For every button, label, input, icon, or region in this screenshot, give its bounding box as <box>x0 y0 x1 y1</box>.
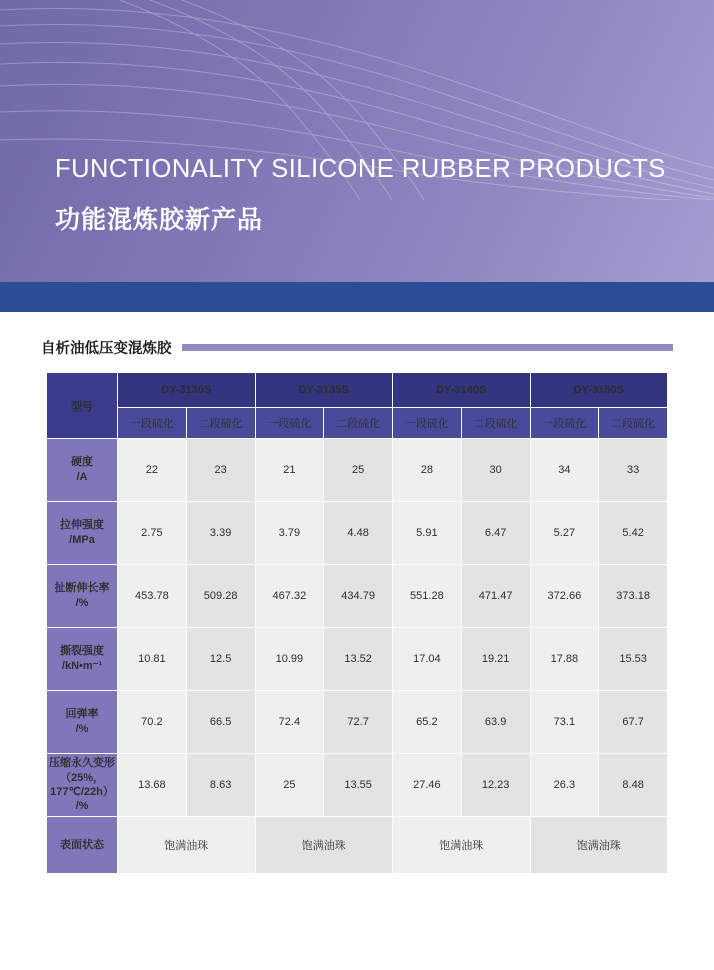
table-header-row-products <box>47 373 668 408</box>
header-product-3: DY-3150S <box>530 373 668 408</box>
cell-3-7: 15.53 <box>599 628 668 691</box>
table-header-row-stages <box>47 408 668 439</box>
table-row-surface-state <box>47 817 668 874</box>
header-stage-2-0: 一段硫化 <box>393 408 462 439</box>
section-heading-text: 自析油低压变混炼胶 <box>41 341 172 357</box>
cell-0-7: 33 <box>599 439 668 502</box>
cell-2-7: 373.18 <box>599 565 668 628</box>
cell-3-4: 17.04 <box>393 628 462 691</box>
hero-title-english: FUNCTIONALITY SILICONE RUBBER PRODUCTS <box>55 155 666 183</box>
cell-2-1: 509.28 <box>186 565 255 628</box>
cell-2-0: 453.78 <box>118 565 187 628</box>
cell-5-1: 8.63 <box>186 754 255 817</box>
cell-4-4: 65.2 <box>393 691 462 754</box>
row-label-5-line2: （25%， <box>59 771 105 784</box>
row-label-2 <box>47 565 118 628</box>
hero-banner <box>0 0 714 282</box>
cell-4-6: 73.1 <box>530 691 599 754</box>
header-stage-0-0: 一段硫化 <box>118 408 187 439</box>
cell-3-5: 19.21 <box>461 628 530 691</box>
row-label-0-line1: 硬度 <box>71 456 93 469</box>
cell-2-3: 434.79 <box>324 565 393 628</box>
cell-0-3: 25 <box>324 439 393 502</box>
header-stage-3-1: 二段硫化 <box>599 408 668 439</box>
cell-0-5: 30 <box>461 439 530 502</box>
table-row <box>47 628 668 691</box>
header-product-0: DY-3130S <box>118 373 256 408</box>
header-product-2: DY-3140S <box>393 373 531 408</box>
row-label-1-line2: /MPa <box>69 534 95 546</box>
cell-4-7: 67.7 <box>599 691 668 754</box>
row-label-1 <box>47 502 118 565</box>
header-stage-0-1: 二段硫化 <box>186 408 255 439</box>
row-label-4-line1: 回弹率 <box>65 708 99 721</box>
cell-5-4: 27.46 <box>393 754 462 817</box>
cell-1-2: 3.79 <box>255 502 324 565</box>
row-label-2-line1: 扯断伸长率 <box>54 582 110 595</box>
section-heading <box>41 337 673 358</box>
cell-0-1: 23 <box>186 439 255 502</box>
row-label-1-line1: 拉伸强度 <box>60 519 104 532</box>
row-label-3 <box>47 628 118 691</box>
cell-1-5: 6.47 <box>461 502 530 565</box>
table-row <box>47 439 668 502</box>
cell-0-2: 21 <box>255 439 324 502</box>
cell-3-0: 10.81 <box>118 628 187 691</box>
cell-2-5: 471.47 <box>461 565 530 628</box>
row-label-5-line3: 177℃/22h） <box>50 786 114 798</box>
cell-5-6: 26.3 <box>530 754 599 817</box>
row-label-5-line4: /% <box>75 800 89 813</box>
table-row <box>47 502 668 565</box>
cell-4-3: 72.7 <box>324 691 393 754</box>
row-label-surface: 表面状态 <box>47 817 118 874</box>
row-label-0-line2: /A <box>76 471 88 483</box>
header-stage-2-1: 二段硫化 <box>461 408 530 439</box>
section-heading-rule <box>182 344 674 351</box>
table-row <box>47 565 668 628</box>
cell-1-1: 3.39 <box>186 502 255 565</box>
cell-5-7: 8.48 <box>599 754 668 817</box>
cell-1-4: 5.91 <box>393 502 462 565</box>
header-stage-1-0: 一段硫化 <box>255 408 324 439</box>
cell-1-7: 5.42 <box>599 502 668 565</box>
row-label-3-line2: /kN•m⁻¹ <box>61 660 103 672</box>
spec-table <box>46 372 668 874</box>
surface-cell-2: 饱满油珠 <box>393 817 531 874</box>
row-label-5 <box>47 754 118 817</box>
spec-table-container <box>46 372 668 874</box>
row-label-3-line1: 撕裂强度 <box>60 645 104 658</box>
cell-3-6: 17.88 <box>530 628 599 691</box>
cell-4-5: 63.9 <box>461 691 530 754</box>
header-corner-model: 型号 <box>47 373 118 439</box>
row-label-2-line2: /% <box>75 597 89 609</box>
header-stage-3-0: 一段硫化 <box>530 408 599 439</box>
cell-1-6: 5.27 <box>530 502 599 565</box>
row-label-5-line1: 压缩永久变形 <box>49 757 115 770</box>
cell-4-0: 70.2 <box>118 691 187 754</box>
cell-3-1: 12.5 <box>186 628 255 691</box>
cell-0-4: 28 <box>393 439 462 502</box>
hero-text-block <box>55 155 695 236</box>
cell-1-3: 4.48 <box>324 502 393 565</box>
hero-title-chinese: 功能混炼胶新产品 <box>55 206 264 234</box>
cell-2-4: 551.28 <box>393 565 462 628</box>
cell-1-0: 2.75 <box>118 502 187 565</box>
header-product-1: DY-3135S <box>255 373 393 408</box>
cell-5-5: 12.23 <box>461 754 530 817</box>
surface-cell-1: 饱满油珠 <box>255 817 393 874</box>
cell-3-2: 10.99 <box>255 628 324 691</box>
header-stage-1-1: 二段硫化 <box>324 408 393 439</box>
cell-5-3: 13.55 <box>324 754 393 817</box>
surface-cell-3: 饱满油珠 <box>530 817 668 874</box>
row-label-4 <box>47 691 118 754</box>
hero-bottom-blue-bar <box>0 282 714 312</box>
cell-5-2: 25 <box>255 754 324 817</box>
cell-4-1: 66.5 <box>186 691 255 754</box>
cell-2-6: 372.66 <box>530 565 599 628</box>
table-row <box>47 691 668 754</box>
row-label-0 <box>47 439 118 502</box>
cell-0-6: 34 <box>530 439 599 502</box>
cell-0-0: 22 <box>118 439 187 502</box>
table-row <box>47 754 668 817</box>
row-label-4-line2: /% <box>75 723 89 735</box>
cell-2-2: 467.32 <box>255 565 324 628</box>
cell-3-3: 13.52 <box>324 628 393 691</box>
cell-5-0: 13.68 <box>118 754 187 817</box>
surface-cell-0: 饱满油珠 <box>118 817 256 874</box>
cell-4-2: 72.4 <box>255 691 324 754</box>
